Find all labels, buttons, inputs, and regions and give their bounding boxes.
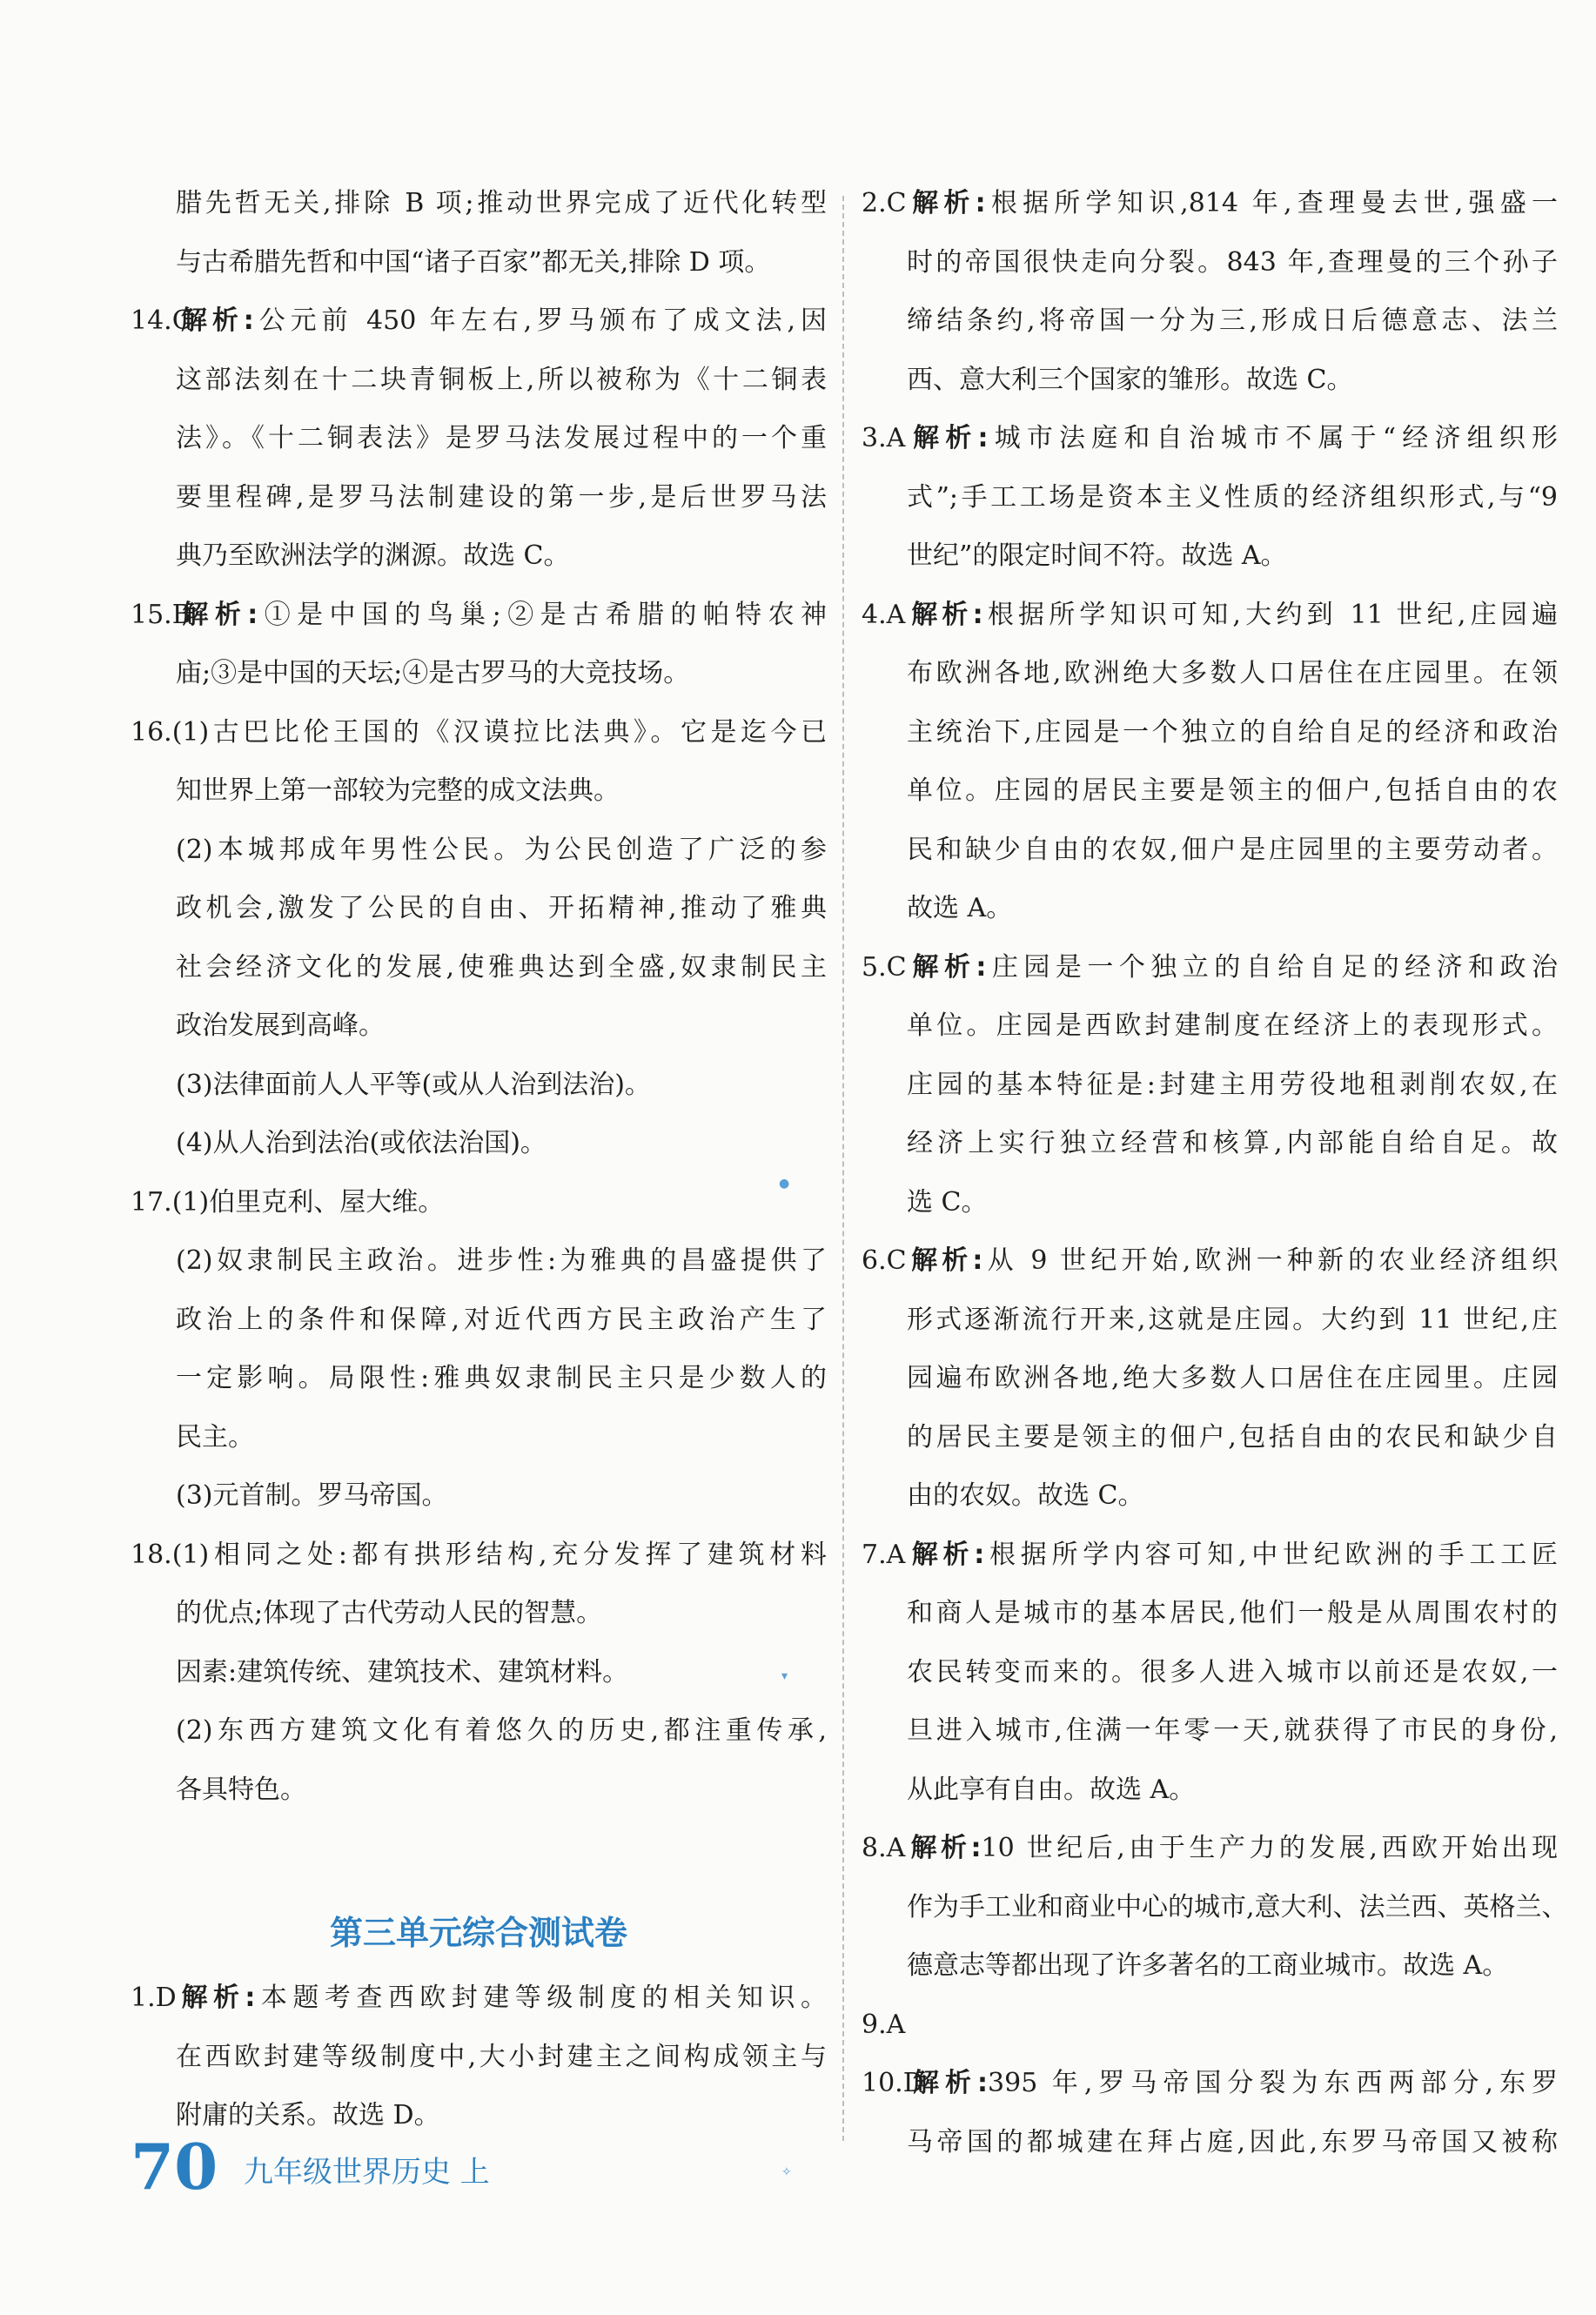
answer-text-line (131, 821, 827, 880)
line-text: 395 年,罗马帝国分裂为东西两部分,东罗 (988, 2068, 1559, 2098)
answer-text-line (862, 1936, 1558, 1996)
answer-text-line (862, 527, 1558, 586)
answer-item-line (131, 1969, 827, 2028)
line-text: (1)伯里克利、屋大维。 (171, 1186, 445, 1218)
line-text: 政机会,激发了公民的自由、开拓精神,推动了雅典 (176, 893, 827, 923)
line-text: 民和缺少自由的农奴,佃户是庄园里的主要劳动者。 (907, 834, 1558, 865)
line-text: 附庸的关系。故选 D。 (176, 2100, 440, 2130)
line-text: ①是中国的鸟巢;②是古希腊的帕特农神 (258, 599, 828, 630)
question-number: 6.C (862, 1245, 907, 1276)
line-text: 作为手工业和商业中心的城市,意大利、法兰西、英格兰、 (907, 1891, 1568, 1922)
answer-text-line (862, 1643, 1558, 1702)
line-text: 旦进入城市,住满一年零一天,就获得了市民的身份, (907, 1715, 1558, 1746)
analysis-marker: 解析: (176, 1983, 256, 2013)
answer-text-line (131, 1114, 827, 1173)
analysis-marker: 解析: (907, 1245, 983, 1276)
book-title: 九年级世界历史 上 (244, 2155, 490, 2190)
answer-text-line (862, 821, 1558, 880)
line-text: 本题考查西欧封建等级制度的相关知识。 (255, 1983, 828, 2013)
answer-item-line (862, 938, 1558, 997)
line-text: 园遍布欧洲各地,绝大多数人口居住在庄园里。庄园 (907, 1363, 1558, 1393)
line-text: (2)奴隶制民主政治。进步性:为雅典的昌盛提供了 (176, 1245, 827, 1276)
line-text: 的优点;体现了古代劳动人民的智慧。 (176, 1598, 603, 1628)
line-text: 从此享有自由。故选 A。 (907, 1774, 1196, 1805)
line-text: 这部法刻在十二块青铜板上,所以被称为《十二铜表 (176, 364, 827, 395)
answer-text-line (131, 527, 827, 586)
line-text: 缔结条约,将帝国一分为三,形成日后德意志、法兰 (907, 305, 1558, 336)
answer-text-line (131, 2086, 827, 2145)
answer-text-line (131, 351, 827, 410)
answer-text-line (862, 1466, 1558, 1526)
answer-text-line (131, 1584, 827, 1643)
column-divider (842, 196, 844, 2141)
line-text: 西、意大利三个国家的雏形。故选 C。 (907, 364, 1353, 395)
line-text: 由的农奴。故选 C。 (907, 1480, 1144, 1511)
line-text: 知世界上第一部较为完整的成文法典。 (176, 775, 620, 806)
question-number: 14.C (131, 305, 192, 336)
answer-text-line (131, 762, 827, 821)
answer-item-line (131, 1526, 827, 1585)
answer-item-line (862, 409, 1558, 468)
analysis-marker: 解析: (907, 2068, 989, 2098)
answer-text-line (131, 468, 827, 527)
answer-text-line (862, 1173, 1558, 1232)
answer-text-line (131, 938, 827, 997)
question-number: 9.A (862, 2009, 906, 2040)
question-number: 18. (131, 1539, 172, 1570)
answer-item-line (862, 2054, 1558, 2113)
answer-text-line (862, 1761, 1558, 1820)
answer-text-line (862, 703, 1558, 762)
answer-text-line (862, 996, 1558, 1056)
line-text: 农民转变而来的。很多人进入城市以前还是农奴,一 (907, 1656, 1558, 1688)
line-text: 在西欧封建等级制度中,大小封建主之间构成领主与 (176, 2041, 827, 2072)
line-text: 城市法庭和自治城市不属于“经济组织形 (988, 423, 1559, 453)
answer-text-line (862, 1291, 1558, 1350)
answer-text-line (131, 1701, 827, 1761)
question-number: 5.C (862, 951, 907, 983)
answer-text-line (862, 644, 1558, 703)
line-text: 社会经济文化的发展,使雅典达到全盛,奴隶制民主 (176, 951, 827, 983)
answer-text-line (131, 2028, 827, 2087)
analysis-marker: 解析: (907, 1833, 982, 1863)
line-text: 因素:建筑传统、建筑技术、建筑材料。 (176, 1656, 629, 1688)
line-text: 马帝国的都城建在拜占庭,因此,东罗马帝国又被称 (907, 2126, 1558, 2157)
answer-text-line (862, 1408, 1558, 1467)
answer-text-line (862, 351, 1558, 410)
answer-text-line (131, 1466, 827, 1526)
answer-item-line (862, 1526, 1558, 1585)
answer-text-line (131, 644, 827, 703)
line-text: 式”;手工工场是资本主义性质的经济组织形式,与“9 (907, 481, 1558, 513)
answer-text-line (862, 879, 1558, 938)
question-number: 15.B (131, 599, 191, 630)
question-number: 2.C (862, 188, 907, 218)
answer-text-line (131, 1349, 827, 1408)
line-text: 典乃至欧洲法学的渊源。故选 C。 (176, 540, 570, 571)
answer-text-line (862, 2113, 1558, 2172)
line-text: 根据所学知识可知,大约到 11 世纪,庄园遍 (982, 599, 1558, 630)
analysis-marker: 解析: (176, 305, 254, 336)
left-column (131, 174, 827, 2145)
answer-item-line (862, 1819, 1558, 1878)
line-text: 政治发展到高峰。 (176, 1010, 385, 1041)
line-text: 世纪”的限定时间不符。故选 A。 (907, 540, 1287, 571)
answer-text-line (131, 174, 827, 233)
line-text: 一定影响。局限性:雅典奴隶制民主只是少数人的 (176, 1363, 827, 1393)
answer-text-line (862, 762, 1558, 821)
line-text: 故选 A。 (907, 893, 1013, 923)
analysis-marker: 解析: (907, 951, 987, 983)
section-answers (131, 1969, 827, 2145)
line-text: (1)古巴比伦王国的《汉谟拉比法典》。它是迄今已 (171, 716, 827, 748)
line-text: (2)东西方建筑文化有着悠久的历史,都注重传承, (176, 1715, 827, 1746)
line-text: 根据所学知识,814 年,查理曼去世,强盛一 (985, 188, 1558, 218)
decorative-dot: ▾ (781, 1669, 788, 1683)
line-text: 公元前 450 年左右,罗马颁布了成文法,因 (253, 305, 828, 336)
question-number: 17. (131, 1186, 172, 1218)
question-number: 10.D (862, 2068, 924, 2098)
analysis-marker: 解析: (176, 599, 258, 630)
question-number: 8.A (862, 1833, 906, 1863)
left-answers (131, 174, 827, 1819)
line-text: 单位。庄园是西欧封建制度在经济上的表现形式。 (907, 1010, 1558, 1041)
answer-text-line (131, 1761, 827, 1820)
answer-text-line (862, 468, 1558, 527)
answer-text-line (131, 1056, 827, 1115)
answer-text-line (131, 1408, 827, 1467)
line-text: (3)法律面前人人平等(或从人治到法治)。 (176, 1069, 651, 1100)
line-text: 各具特色。 (176, 1774, 306, 1805)
question-number: 16. (131, 716, 172, 748)
line-text: 选 C。 (907, 1186, 988, 1218)
line-text: (2)本城邦成年男性公民。为公民创造了广泛的参 (176, 834, 827, 865)
line-text: (4)从人治到法治(或依法治国)。 (176, 1128, 547, 1158)
question-number: 3.A (862, 423, 906, 453)
line-text: 民主。 (176, 1421, 254, 1453)
answer-text-line (131, 879, 827, 938)
line-text: 德意志等都出现了许多著名的工商业城市。故选 A。 (907, 1950, 1509, 1981)
answer-text-line (862, 1584, 1558, 1643)
section-title: 第三单元综合测试卷 (329, 1914, 627, 1952)
answer-text-line (862, 233, 1558, 292)
answer-text-line (862, 292, 1558, 351)
answer-text-line (131, 1643, 827, 1702)
question-number: 7.A (862, 1539, 906, 1570)
analysis-marker: 解析: (907, 1539, 985, 1570)
answer-text-line (131, 1291, 827, 1350)
line-text: 法》。《十二铜表法》是罗马法发展过程中的一个重 (176, 423, 827, 453)
line-text: 和商人是城市的基本居民,他们一般是从周围农村的 (907, 1598, 1558, 1628)
line-text: 主统治下,庄园是一个独立的自给自足的经济和政治 (907, 716, 1558, 748)
line-text: 庄园的基本特征是:封建主用劳役地租剥削农奴,在 (907, 1069, 1558, 1100)
right-answers (862, 174, 1568, 2171)
answer-text-line (862, 1056, 1558, 1115)
answer-item-line (131, 292, 827, 351)
question-number: 4.A (862, 599, 906, 630)
answer-item-line (131, 1173, 827, 1232)
question-number: 1.D (131, 1983, 177, 2013)
line-text: 腊先哲无关,排除 B 项;推动世界完成了近代化转型 (176, 188, 827, 218)
line-text: 时的帝国很快走向分裂。843 年,查理曼的三个孙子 (907, 246, 1558, 278)
line-text: 政治上的条件和保障,对近代西方民主政治产生了 (176, 1304, 827, 1335)
answer-text-line (862, 1349, 1558, 1408)
line-text: 庄园是一个独立的自给自足的经济和政治 (986, 951, 1559, 983)
line-text: 庙;③是中国的天坛;④是古罗马的大竞技场。 (176, 658, 690, 688)
answer-item-line (131, 703, 827, 762)
answer-item-line (131, 586, 827, 645)
page-number: 70 (131, 2130, 218, 2204)
line-text: 形式逐渐流行开来,这就是庄园。大约到 11 世纪,庄 (907, 1304, 1558, 1335)
analysis-marker: 解析: (907, 188, 986, 218)
line-text: (3)元首制。罗马帝国。 (176, 1480, 448, 1511)
answer-text-line (131, 233, 827, 292)
answer-text-line (862, 1878, 1568, 1937)
line-text: 经济上实行独立经营和核算,内部能自给自足。故 (907, 1128, 1558, 1158)
line-text: 根据所学内容可知,中世纪欧洲的手工工匠 (984, 1539, 1558, 1570)
answer-item-line (862, 586, 1558, 645)
line-text: 10 世纪后,由于生产力的发展,西欧开始出现 (981, 1833, 1558, 1863)
answer-item-line (862, 1231, 1558, 1291)
answer-text-line (131, 409, 827, 468)
answer-item-line (862, 174, 1558, 233)
answer-text-line (131, 996, 827, 1056)
right-column (862, 174, 1568, 2171)
section-gap (131, 1819, 827, 1897)
line-text: (1)相同之处:都有拱形结构,充分发挥了建筑材料 (171, 1539, 827, 1570)
line-text: 从 9 世纪开始,欧洲一种新的农业经济组织 (982, 1245, 1558, 1276)
line-text: 与古希腊先哲和中国“诸子百家”都无关,排除 D 项。 (176, 246, 771, 278)
answer-text-line (862, 1114, 1558, 1173)
line-text: 要里程碑,是罗马法制建设的第一步,是后世罗马法 (176, 481, 827, 513)
decorative-dot: ✧ (781, 2165, 792, 2179)
decorative-dot: ● (779, 1177, 790, 1191)
line-text: 单位。庄园的居民主要是领主的佃户,包括自由的农 (907, 775, 1558, 806)
answer-item-line (862, 1996, 1558, 2055)
analysis-marker: 解析: (907, 599, 983, 630)
answer-text-line (862, 1701, 1558, 1761)
line-text: 布欧洲各地,欧洲绝大多数人口居住在庄园里。在领 (907, 658, 1558, 688)
line-text: 的居民主要是领主的佃户,包括自由的农民和缺少自 (907, 1421, 1558, 1453)
answer-text-line (131, 1231, 827, 1291)
analysis-marker: 解析: (907, 423, 989, 453)
